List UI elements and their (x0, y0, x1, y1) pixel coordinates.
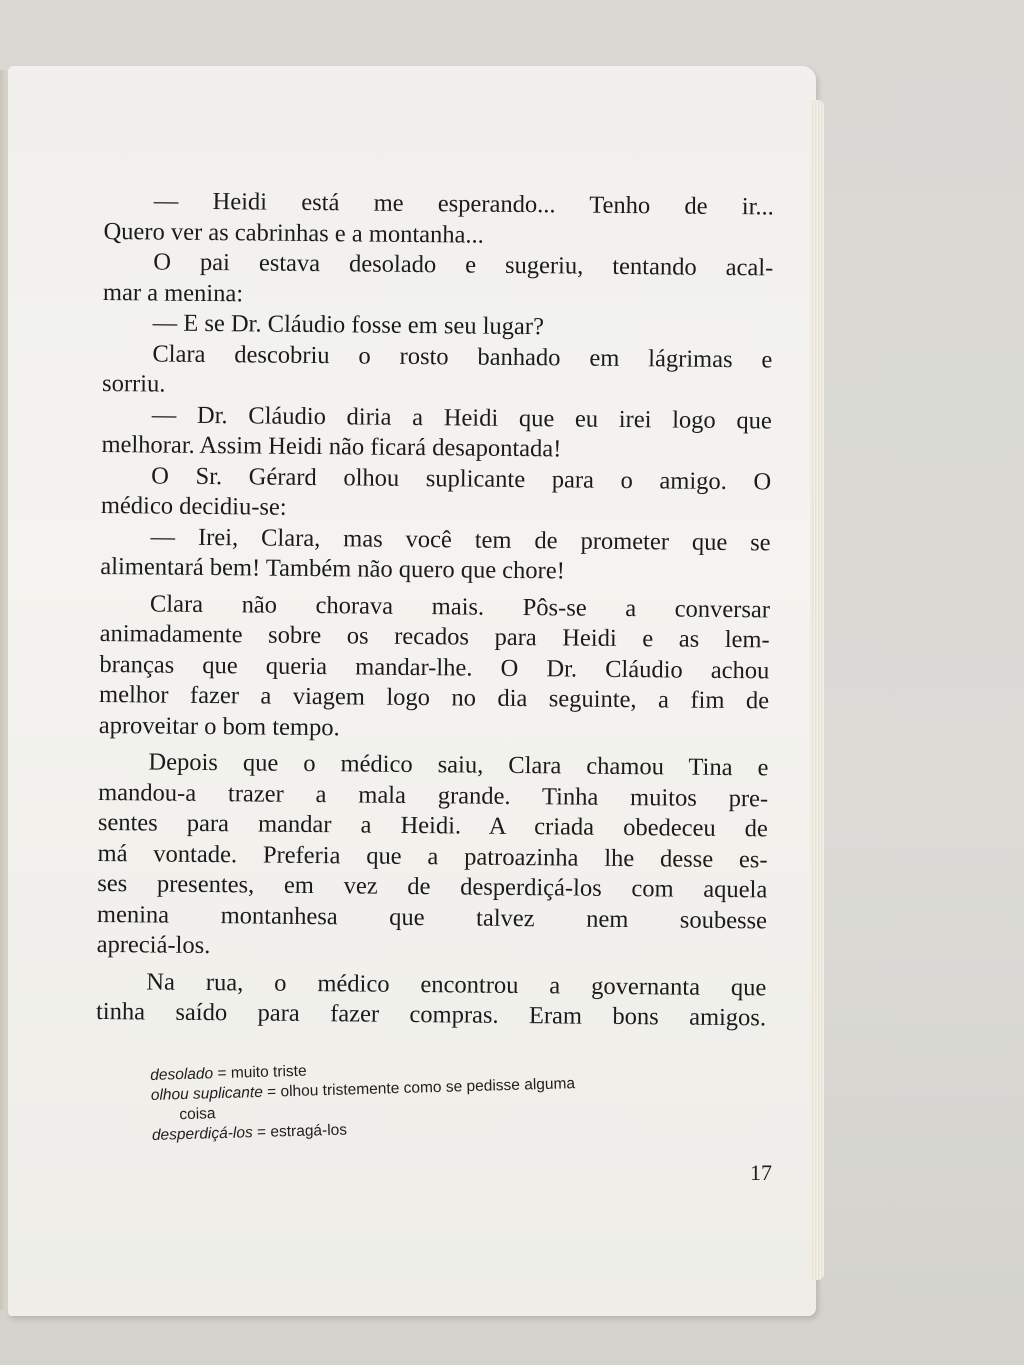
text-line: ses presentes, em vez de desperdiçá-los com aquela (97, 869, 768, 904)
body-text (96, 186, 774, 1034)
text-line: — Heidi está me esperando... Tenho de ir... (153, 187, 774, 221)
text-line: mandou-a trazer a mala grande. Tinha muitos pre- (98, 778, 769, 812)
footnote: olhou suplicante = olhou tristemente como se pedisse alguma (150, 1075, 576, 1104)
text-line: sorriu. (101, 369, 166, 398)
text-line: sentes para mandar a Heidi. A criada obedeceu de (97, 808, 768, 843)
page-stack-edge (810, 100, 824, 1280)
text-line: Clara não chorava mais. Pôs-se a conversar (149, 589, 771, 623)
footnote-continuation: coisa (179, 1105, 216, 1124)
text-line: tinha saído para fazer compras. Eram bons amigos. (95, 997, 767, 1032)
text-line: — Dr. Cláudio diria a Heidi que eu irei logo que (151, 400, 772, 434)
text-line: melhor fazer a viagem logo no dia seguinte, a fim de (98, 680, 770, 715)
text-line: alimentará bem! Também não quero que chore! (100, 552, 565, 585)
page-number: 17 (750, 1160, 772, 1185)
text-line: animadamente sobre os recados para Heidi e as lem- (99, 619, 770, 654)
text-line: melhorar. Assim Heidi não ficará desapontada! (101, 430, 562, 463)
text-line: O Sr. Gérard olhou suplicante para o amigo. O (151, 461, 772, 495)
text-line: branças que queria mandar-lhe. O Dr. Cláudio achou (99, 650, 770, 684)
text-line: Na rua, o médico encontrou a governanta que (146, 967, 767, 1001)
footnote: desolado = muito triste (150, 1062, 307, 1084)
text-line: Quero ver as cabrinhas e a montanha... (103, 217, 484, 249)
text-line: mar a menina: (102, 278, 244, 307)
text-line: apreciá-los. (96, 930, 211, 960)
text-line: aproveitar o bom tempo. (98, 711, 340, 741)
text-line: menina montanhesa que talvez nem soubesse (96, 900, 768, 934)
text-line: Depois que o médico saiu, Clara chamou Tina e (148, 748, 769, 782)
text-line: Clara descobriu o rosto banhado em lágrimas e (152, 339, 773, 373)
text-line: — E se Dr. Cláudio fosse em seu lugar? (152, 309, 545, 341)
text-line: — Irei, Clara, mas você tem de prometer que se (150, 522, 771, 556)
text-line: médico decidiu-se: (100, 491, 287, 521)
footnotes (150, 1054, 576, 1146)
footnote: desperdiçá-los = estragá-los (151, 1121, 348, 1144)
text-line: O pai estava desolado e sugeriu, tentando acal- (153, 248, 774, 282)
text-line: má vontade. Preferia que a patroazinha lhe desse es- (97, 839, 768, 873)
